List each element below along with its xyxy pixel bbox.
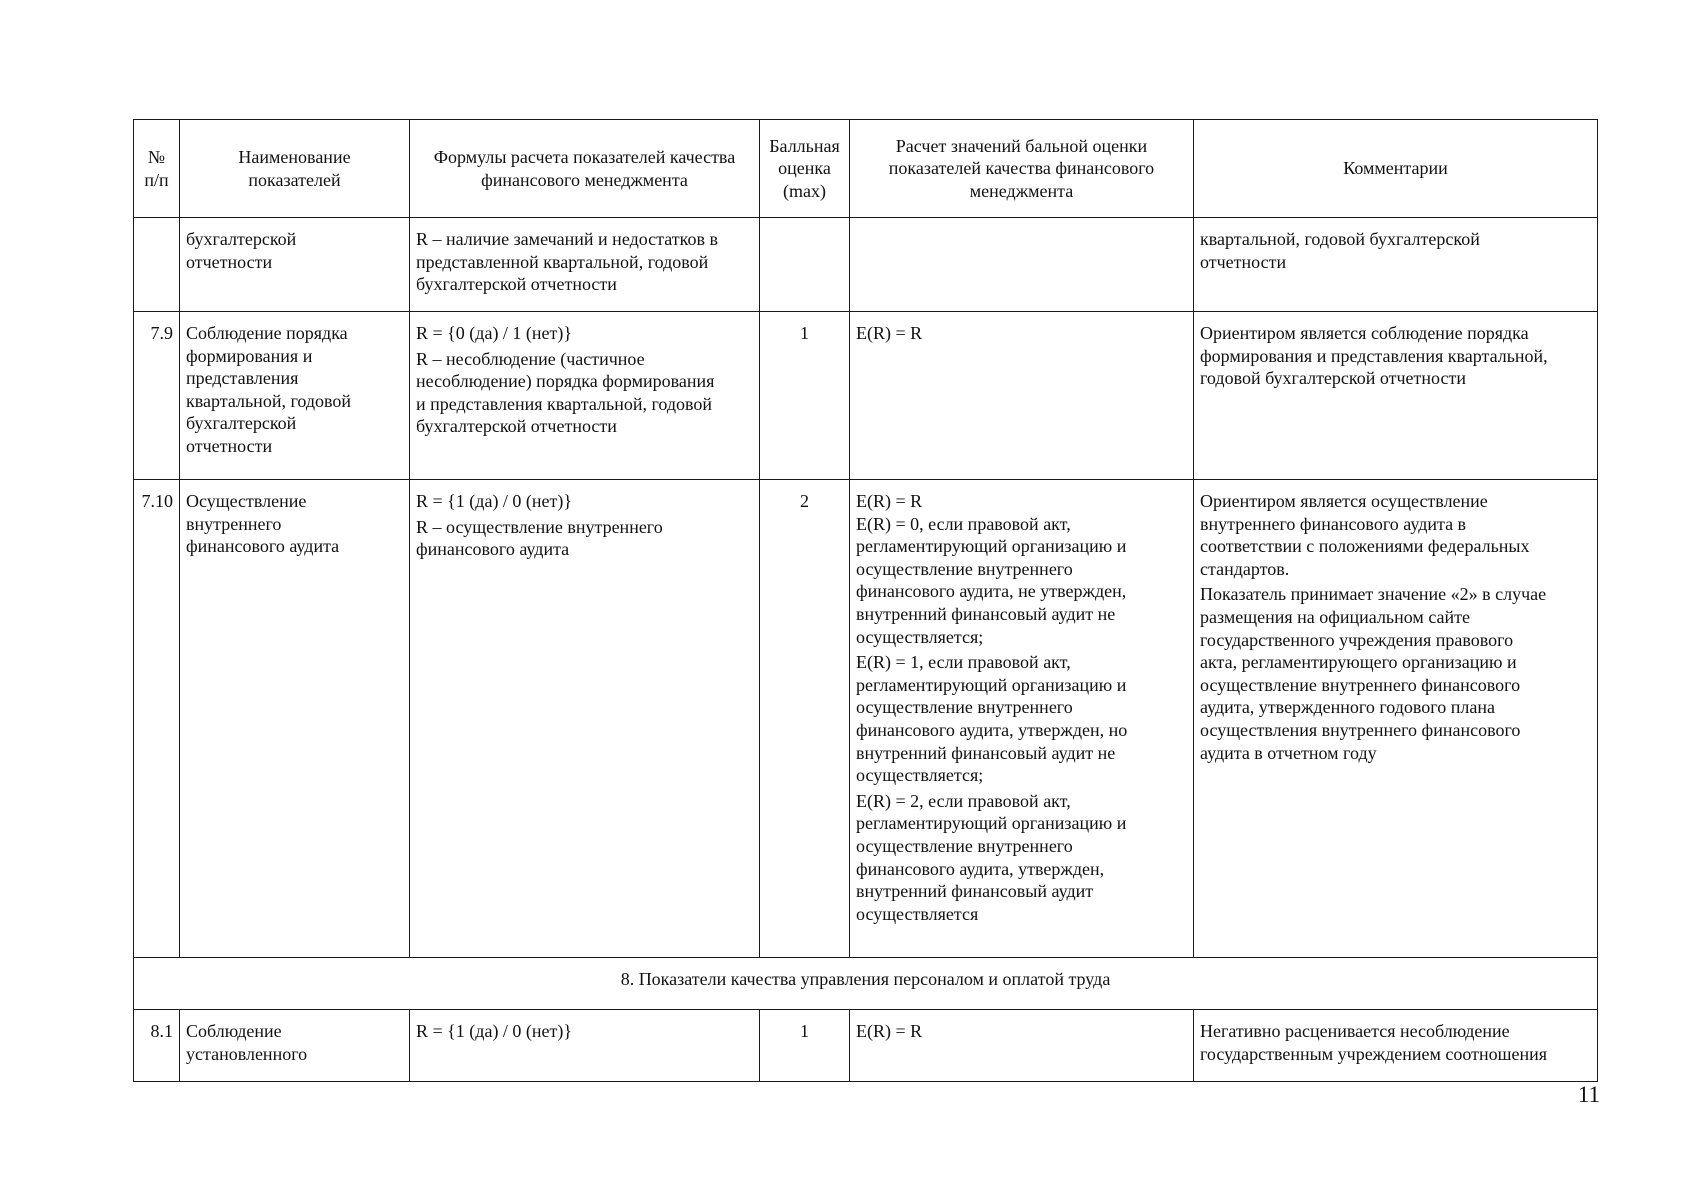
table-row-8-1 xyxy=(134,1010,1598,1082)
row-calc-cell xyxy=(850,218,1194,312)
table-row-7-9 xyxy=(134,312,1598,480)
header-calc: Расчет значений бальной оценки показателей качества финансового менеджмента xyxy=(850,120,1194,218)
row-comment-cell: Ориентиром является осуществление внутреннего финансового аудита в соответствии с положениями федеральных стандартов. Показатель принимает значение «2» в случае размещения на официальном сайте государственного учреждения правового акта, регламентирующего организацию и осуществление внутреннего финансового аудита, утвержденного годового плана осуществления внутреннего финансового аудита в отчетном году xyxy=(1194,480,1598,958)
row-name-cell: бухгалтерской отчетности xyxy=(180,218,410,312)
header-name: Наименование показателей xyxy=(180,120,410,218)
row-calc-cell: E(R) = R xyxy=(850,312,1194,480)
row-name-cell: Соблюдение порядка формирования и представления квартальной, годовой бухгалтерской отчетности xyxy=(180,312,410,480)
header-formula: Формулы расчета показателей качества финансового менеджмента xyxy=(410,120,760,218)
header-comment: Комментарии xyxy=(1194,120,1598,218)
row-num-cell: 7.10 xyxy=(134,480,180,958)
row-comment-cell: квартальной, годовой бухгалтерской отчетности xyxy=(1194,218,1598,312)
row-formula-cell: R = {0 (да) / 1 (нет)} R – несоблюдение (частичное несоблюдение) порядка формирования и представления квартальной, годовой бухгалтерской отчетности xyxy=(410,312,760,480)
row-formula-cell: R – наличие замечаний и недостатков в представленной квартальной, годовой бухгалтерской отчетности xyxy=(410,218,760,312)
row-comment-cell: Негативно расценивается несоблюдение государственным учреждением соотношения xyxy=(1194,1010,1598,1082)
header-num: № п/п xyxy=(134,120,180,218)
section-8-title: 8. Показатели качества управления персоналом и оплатой труда xyxy=(134,958,1598,1010)
row-num-cell xyxy=(134,218,180,312)
header-score: Балльная оценка (max) xyxy=(760,120,850,218)
row-calc-cell: E(R) = R E(R) = 0, если правовой акт, регламентирующий организацию и осуществление внутреннего финансового аудита, не утвержден, внутренний финансовый аудит не осуществляется; E(R) = 1, если правовой акт, регламентирующий организацию и осуществление внутреннего финансового аудита, утвержден, но внутренний финансовый аудит не осуществляется; E(R) = 2, если правовой акт, регламентирующий организацию и осуществление внутреннего финансового аудита, утвержден, внутренний финансовый аудит осуществляется xyxy=(850,480,1194,958)
row-formula-cell: R = {1 (да) / 0 (нет)} xyxy=(410,1010,760,1082)
section-heading-row xyxy=(134,958,1598,1010)
table-row-7-10 xyxy=(134,480,1598,958)
row-score-cell: 1 xyxy=(760,1010,850,1082)
row-comment-cell: Ориентиром является соблюдение порядка формирования и представления квартальной, годовой бухгалтерской отчетности xyxy=(1194,312,1598,480)
row-formula-cell: R = {1 (да) / 0 (нет)} R – осуществление внутреннего финансового аудита xyxy=(410,480,760,958)
row-score-cell xyxy=(760,218,850,312)
row-calc-cell: E(R) = R xyxy=(850,1010,1194,1082)
indicators-table xyxy=(133,119,1598,1082)
row-score-cell: 2 xyxy=(760,480,850,958)
row-name-cell: Осуществление внутреннего финансового аудита xyxy=(180,480,410,958)
page-number: 11 xyxy=(1577,1082,1600,1107)
header-row xyxy=(134,120,1598,218)
row-num-cell: 8.1 xyxy=(134,1010,180,1082)
row-score-cell: 1 xyxy=(760,312,850,480)
row-name-cell: Соблюдение установленного xyxy=(180,1010,410,1082)
table-row-continued xyxy=(134,218,1598,312)
row-num-cell: 7.9 xyxy=(134,312,180,480)
